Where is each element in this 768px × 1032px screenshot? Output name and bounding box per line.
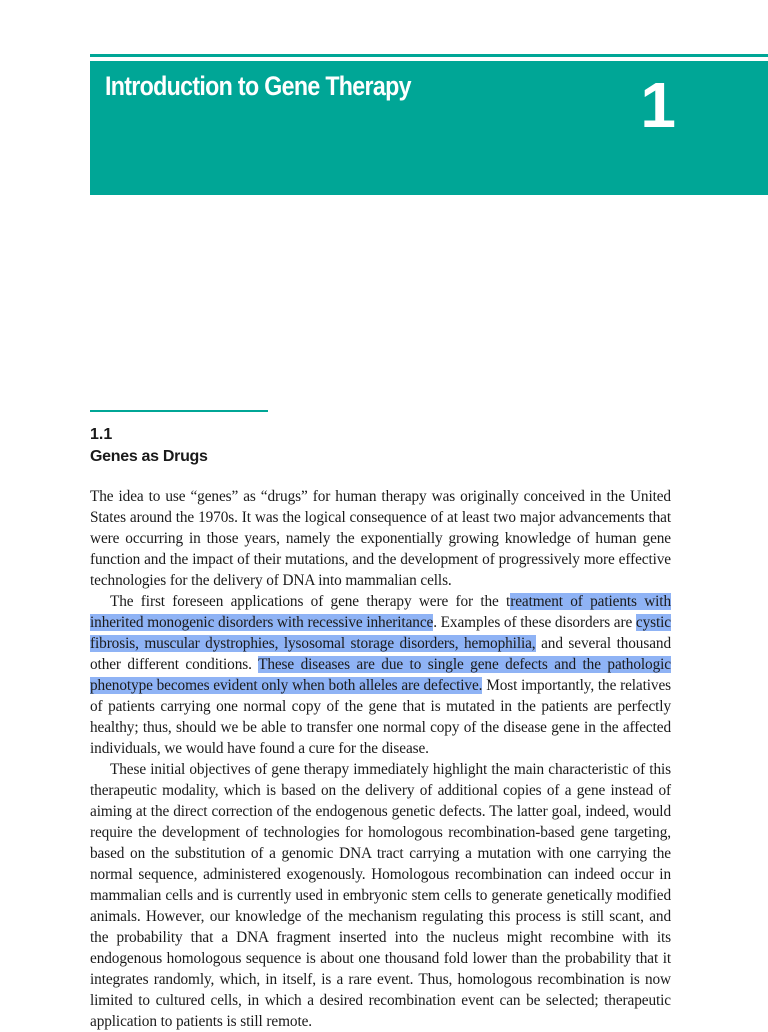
section-rule — [90, 410, 268, 412]
paragraph-2-text: . Examples of these disorders are — [433, 614, 636, 631]
chapter-title: Introduction to Gene Therapy — [105, 71, 411, 101]
paragraph-2[interactable] — [90, 591, 671, 759]
body-text — [90, 486, 671, 1032]
chapter-number: 1 — [640, 69, 676, 141]
section-number: 1.1 — [90, 426, 113, 443]
highlight-3[interactable]: These diseases are due to single gene defects and the pathologic phenotype becomes evident only when both alleles are defective. — [90, 656, 671, 694]
highlight-2[interactable]: cystic fibrosis, muscular dystrophies, lysosomal storage disorders, hemophilia, — [90, 614, 671, 652]
paragraph-2-text: The first foreseen applications of gene therapy were for the t — [110, 593, 511, 610]
highlight-1[interactable]: reatment of patients with inherited monogenic disorders with recessive inheritance — [90, 593, 672, 631]
chapter-banner — [90, 61, 768, 195]
paragraph-2-text: and several thousand other different conditions. — [90, 635, 671, 673]
chapter-top-rule — [90, 54, 768, 57]
section-title: Genes as Drugs — [90, 448, 208, 465]
paragraph-2-text: Most importantly, the relatives of patients carrying one normal copy of the gene that is mutated in the patients are perfectly healthy; thus, should we be able to transfer one normal copy of the disease gene in the affected individuals, we would have found a cure for the disease. — [90, 677, 671, 757]
paragraph-1: The idea to use “genes” as “drugs” for human therapy was originally conceived in the United States around the 1970s. It was the logical consequence of at least two major advancements that were occurring in those years, namely the exponentially growing knowledge of human gene function and the impact of their mutations, and the development of progressively more effective technologies for the delivery of DNA into mammalian cells. — [90, 488, 671, 589]
paragraph-3: These initial objectives of gene therapy immediately highlight the main characteristic of this therapeutic modality, which is based on the delivery of additional copies of a gene instead of aiming at the direct correction of the endogenous genetic defects. The latter goal, indeed, would require the development of technologies for homologous recombination-based gene targeting, based on the substitution of a genomic DNA tract carrying a mutation with one carrying the normal sequence, administered exogenously. Homologous recombination can indeed occur in mammalian cells and is currently used in embryonic stem cells to generate genetically modified animals. However, our knowledge of the mechanism regulating this process is still scant, and the probability that a DNA fragment inserted into the nucleus might recombine with its endogenous homologous sequence is about one thousand fold lower than the probability that it integrates randomly, which, in itself, is a rare event. Thus, homologous recombination is now limited to cultured cells, in which a desired recombination event can be selected; therapeutic application to patients is still remote. — [90, 761, 671, 1030]
